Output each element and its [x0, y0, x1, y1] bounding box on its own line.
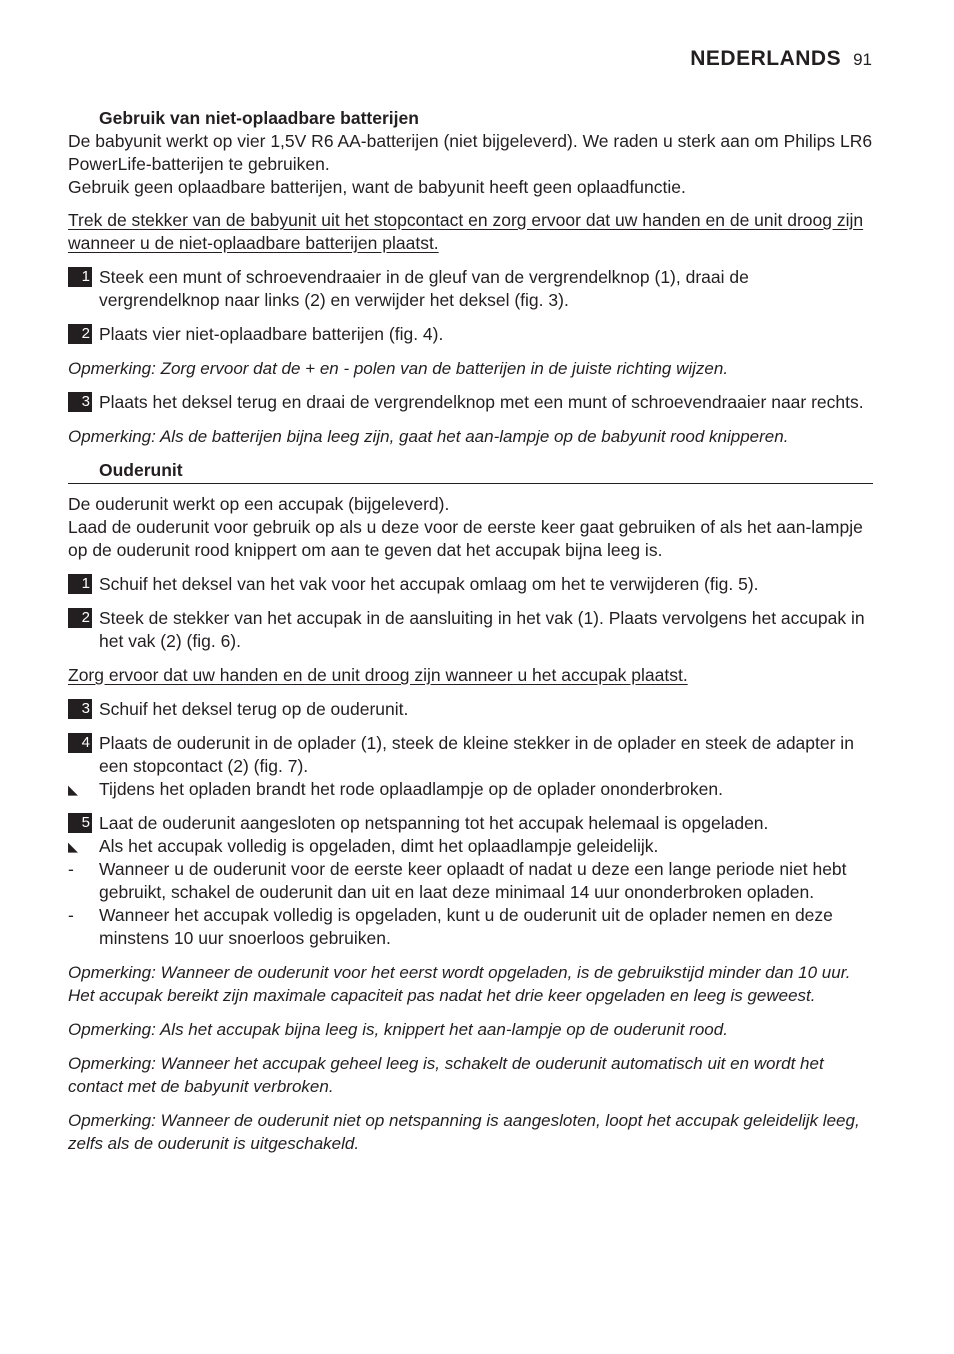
result-arrow-icon: ◣ — [68, 782, 78, 797]
note-text: Opmerking: Wanneer de ouderunit voor het eerst wordt opgeladen, is de gebruikstijd minder dan 10 uur. Het accupak bereikt zijn maximale capaciteit pas nadat het drie keer opgeladen en leeg is geweest. — [68, 963, 851, 1005]
step-number: 3 — [68, 699, 92, 719]
section-title-parent-unit: Ouderunit — [68, 459, 873, 484]
dash-item — [68, 904, 873, 950]
step-text: Plaats het deksel terug en draai de vergrendelknop met een munt of schroevendraaier naar rechts. — [99, 392, 864, 412]
step-item — [68, 698, 873, 721]
step-item — [68, 266, 873, 312]
step-text: Schuif het deksel van het vak voor het accupak omlaag om het te verwijderen (fig. 5). — [99, 574, 759, 594]
dash-icon: - — [68, 905, 74, 925]
result-text: Tijdens het opladen brandt het rode oplaadlampje op de oplader ononderbroken. — [99, 779, 723, 799]
step-item — [68, 573, 873, 596]
language-label: NEDERLANDS — [690, 47, 842, 70]
section-title-batteries: Gebruik van niet-oplaadbare batterijen — [99, 108, 419, 128]
note-text: Opmerking: Wanneer de ouderunit niet op netspanning is aangesloten, loopt het accupak geleidelijk leeg, zelfs als de ouderunit is uitgeschakeld. — [68, 1111, 860, 1153]
page-content — [68, 107, 873, 1166]
step-number: 1 — [68, 574, 92, 594]
step-text: Plaats vier niet-oplaadbare batterijen (fig. 4). — [99, 324, 444, 344]
step-text: Steek een munt of schroevendraaier in de gleuf van de vergrendelknop (1), draai de vergrendelknop naar links (2) en verwijder het deksel (fig. 3). — [99, 267, 749, 310]
paragraph: De babyunit werkt op vier 1,5V R6 AA-batterijen (niet bijgeleverd). We raden u sterk aan om Philips LR6 PowerLife-batterijen te gebruiken. — [68, 131, 873, 174]
step-number: 4 — [68, 733, 92, 753]
paragraph: Gebruik geen oplaadbare batterijen, want de babyunit heeft geen oplaadfunctie. — [68, 177, 686, 197]
step-text: Steek de stekker van het accupak in de aansluiting in het vak (1). Plaats vervolgens het accupak in het vak (2) (fig. 6). — [99, 608, 865, 651]
result-arrow-icon: ◣ — [68, 839, 78, 854]
step-item — [68, 607, 873, 653]
step-number: 3 — [68, 392, 92, 412]
paragraph: Laad de ouderunit voor gebruik op als u deze voor de eerste keer gaat gebruiken of als het aan-lampje op de ouderunit rood knippert om aan te geven dat het accupak bijna leeg is. — [68, 517, 863, 560]
dash-item — [68, 858, 873, 904]
warning-text: Zorg ervoor dat uw handen en de unit droog zijn wanneer u het accupak plaatst. — [68, 665, 688, 685]
dash-text: Wanneer het accupak volledig is opgeladen, kunt u de ouderunit uit de oplader nemen en deze minstens 10 uur snoerloos gebruiken. — [99, 905, 833, 948]
result-text: Als het accupak volledig is opgeladen, dimt het oplaadlampje geleidelijk. — [99, 836, 659, 856]
dash-text: Wanneer u de ouderunit voor de eerste keer oplaadt of nadat u deze een lange periode niet hebt gebruikt, schakel de ouderunit dan uit en laat deze minimaal 14 uur ononderbroken opladen. — [99, 859, 847, 902]
note-text: Opmerking: Als de batterijen bijna leeg zijn, gaat het aan-lampje op de babyunit rood knipperen. — [68, 427, 789, 446]
step-item — [68, 323, 873, 346]
note-text: Opmerking: Zorg ervoor dat de + en - polen van de batterijen in de juiste richting wijzen. — [68, 359, 729, 378]
dash-icon: - — [68, 859, 74, 879]
step-text: Laat de ouderunit aangesloten op netspanning tot het accupak helemaal is opgeladen. — [99, 813, 769, 833]
result-item — [68, 835, 873, 858]
step-text: Plaats de ouderunit in de oplader (1), steek de kleine stekker in de oplader en steek de adapter in een stopcontact (2) (fig. 7). — [99, 733, 854, 776]
note-text: Opmerking: Als het accupak bijna leeg is, knippert het aan-lampje op de ouderunit rood. — [68, 1020, 728, 1039]
step-item — [68, 812, 873, 835]
page-header — [690, 47, 872, 71]
step-number: 2 — [68, 324, 92, 344]
note-text: Opmerking: Wanneer het accupak geheel leeg is, schakelt de ouderunit automatisch uit en wordt het contact met de babyunit verbroken. — [68, 1054, 824, 1096]
step-item — [68, 732, 873, 778]
step-item — [68, 391, 873, 414]
result-item — [68, 778, 873, 801]
step-number: 2 — [68, 608, 92, 628]
warning-text: Trek de stekker van de babyunit uit het stopcontact en zorg ervoor dat uw handen en de unit droog zijn wanneer u de niet-oplaadbare batterijen plaatst. — [68, 210, 864, 253]
step-text: Schuif het deksel terug op de ouderunit. — [99, 699, 409, 719]
step-number: 5 — [68, 813, 92, 833]
page-number: 91 — [853, 50, 872, 69]
paragraph: De ouderunit werkt op een accupak (bijgeleverd). — [68, 494, 450, 514]
step-number: 1 — [68, 267, 92, 287]
